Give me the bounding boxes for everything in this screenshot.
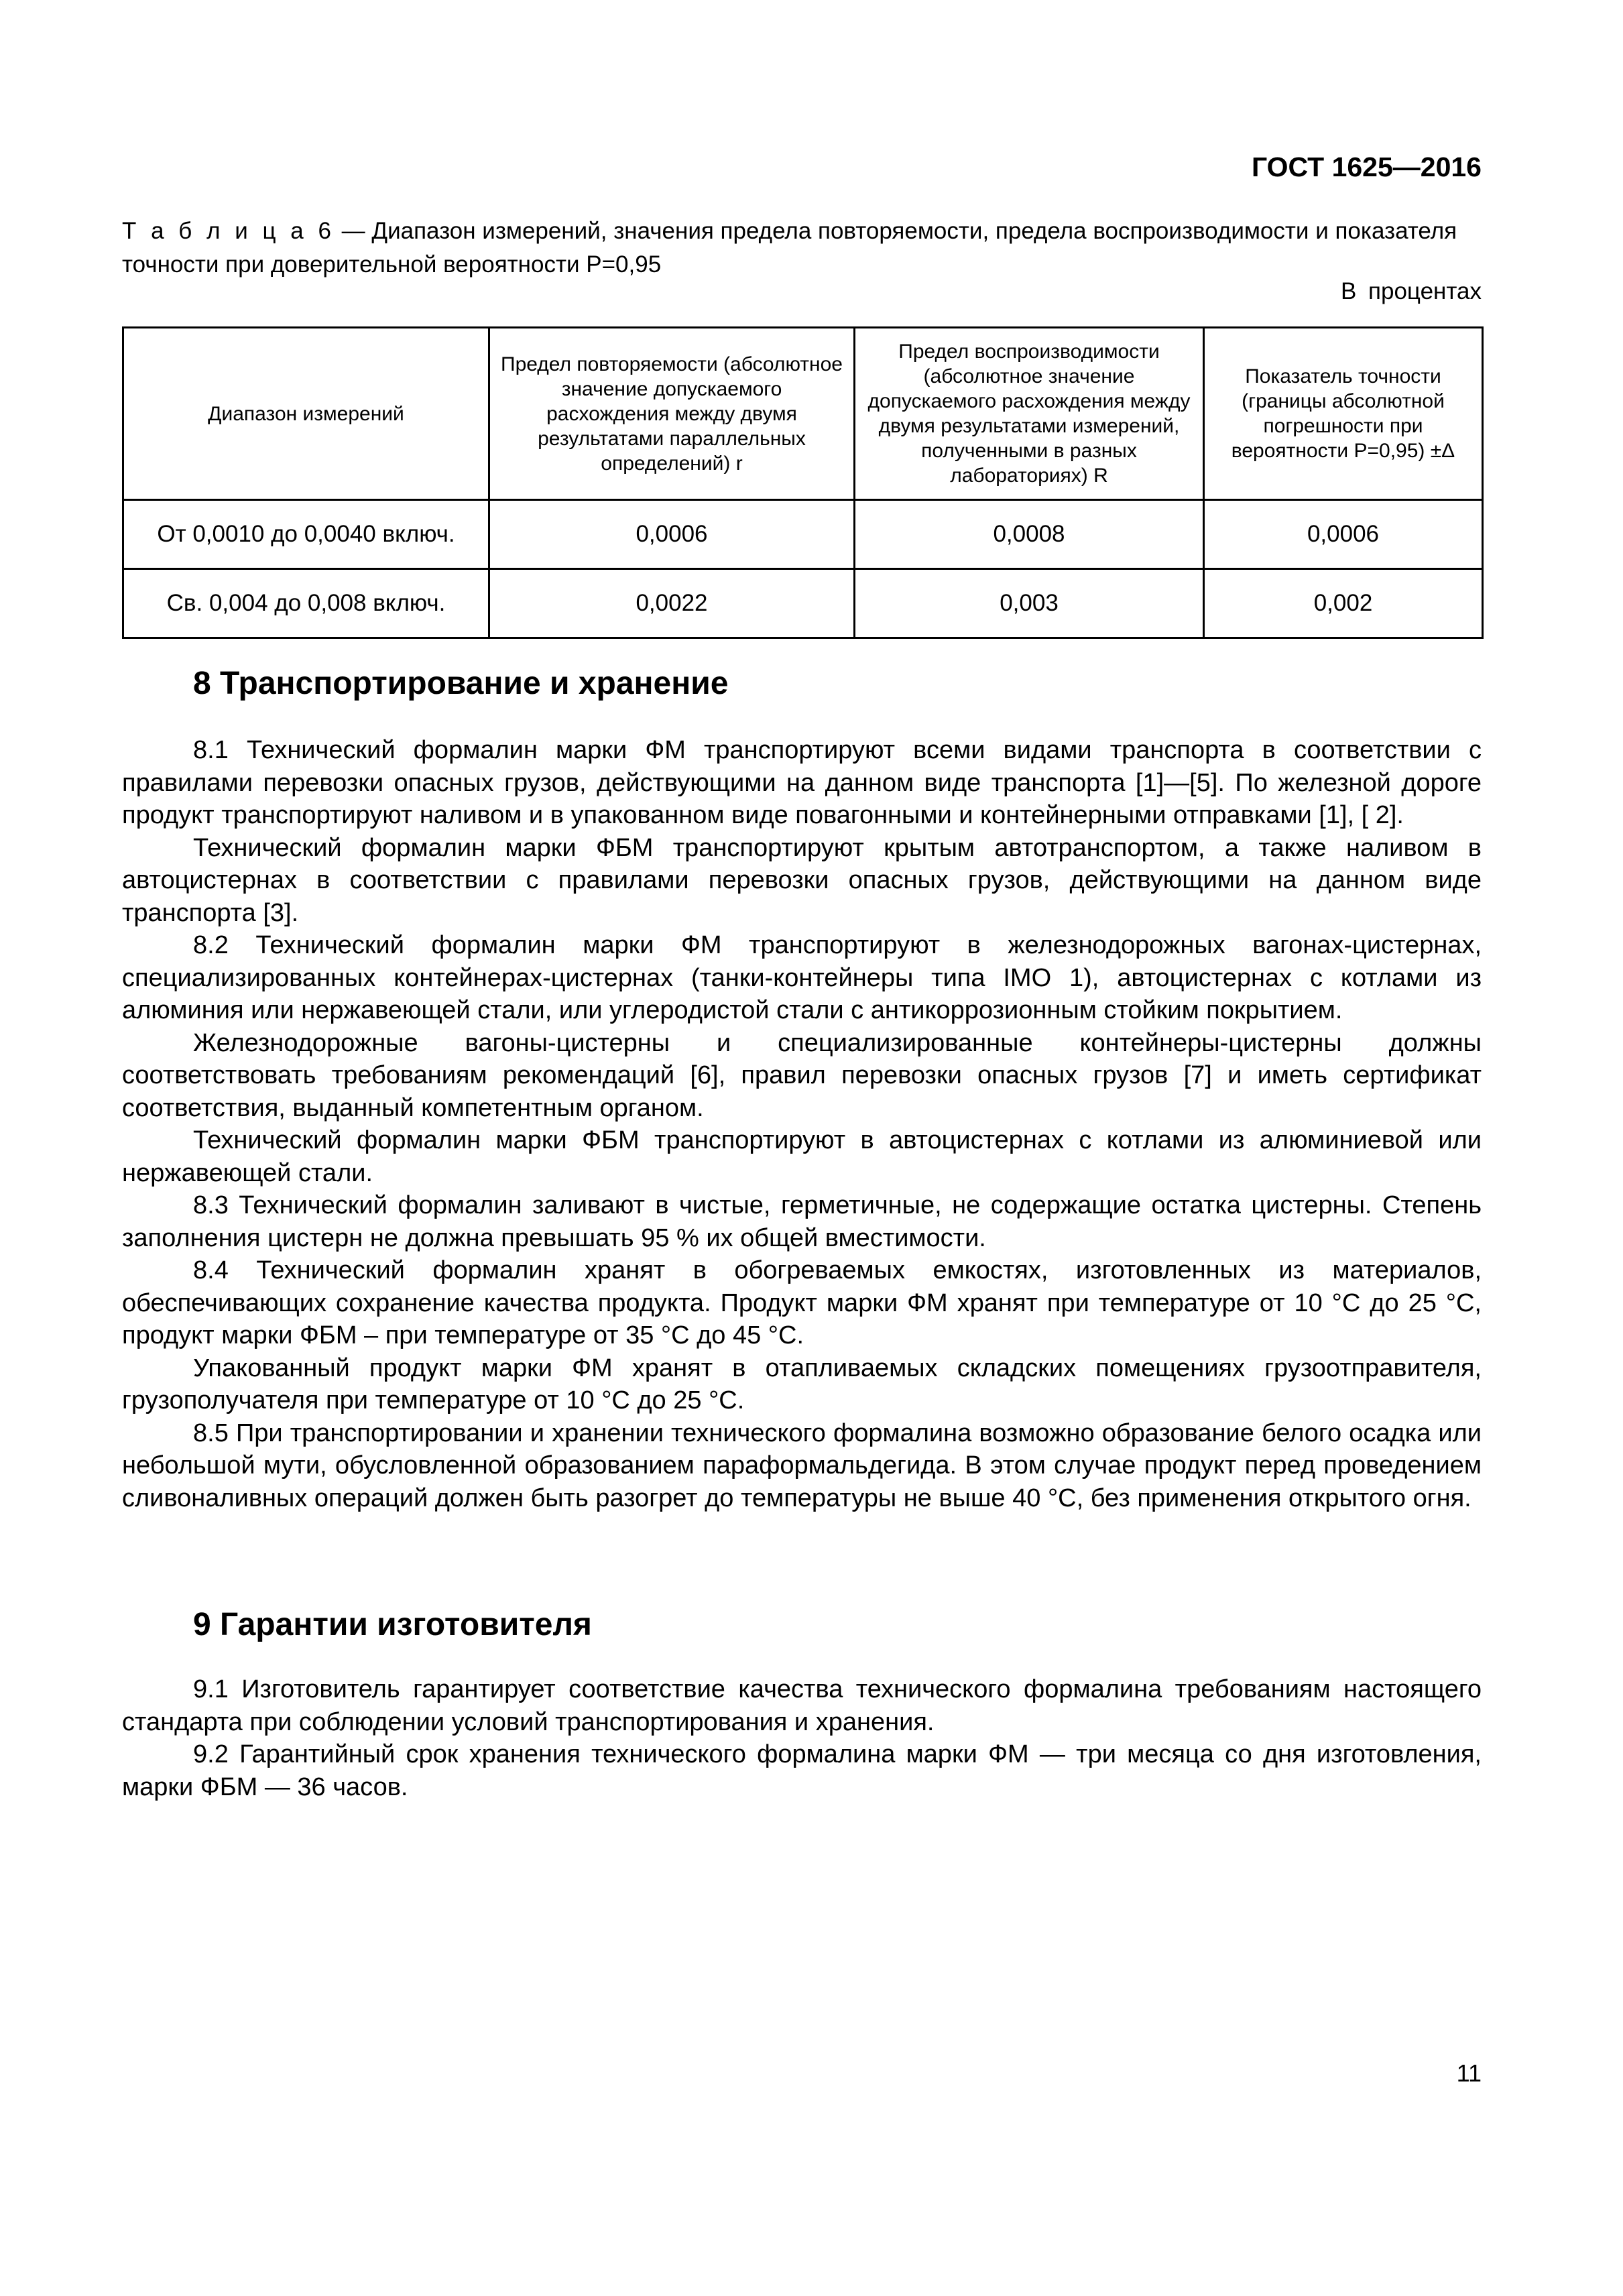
section-9-body: [122, 1673, 1482, 1803]
cell-range: От 0,0010 до 0,0040 включ.: [123, 500, 489, 569]
section-8-heading: 8 Транспортирование и хранение: [193, 666, 729, 701]
cell-repeatability: 0,0006: [489, 500, 855, 569]
table-caption: [122, 215, 1482, 282]
section-9-heading: 9 Гарантии изготовителя: [193, 1607, 592, 1642]
measurement-table: [122, 326, 1484, 639]
paragraph-8-2-railcars: Железнодорожные вагоны-цистерны и специализированные контейнеры-цистерны должны соответствовать требованиям рекомендаций [6], правил перевозки опасных грузов [7] и иметь сертификат соответствия, выданный компетентным органом.: [122, 1028, 1482, 1122]
table-caption-label: Т а б л и ц а 6: [122, 218, 335, 244]
cell-repeatability: 0,0022: [489, 569, 855, 638]
paragraph-8-2: 8.2 Технический формалин марки ФМ транспортируют в железнодорожных вагонах-цистернах, специализированных контейнерах-цистернах (танки-контейнеры типа IMO 1), автоцистернах с котлами из алюминия или нержавеющей стали, или углеродистой стали с антикоррозионным стойким покрытием.: [122, 931, 1482, 1024]
cell-accuracy: 0,0006: [1204, 500, 1483, 569]
paragraph-8-1-fbm: Технический формалин марки ФБМ транспортируют крытым автотранспортом, а также наливом в автоцистернах в соответствии с правилами перевозки опасных грузов, действующими на данном виде транспорта [3].: [122, 833, 1482, 927]
cell-reproducibility: 0,0008: [855, 500, 1204, 569]
header-repeatability: Предел повторяемости (абсолютное значение допускаемого расхождения между двумя результатами параллельных определений) r: [489, 328, 855, 500]
paragraph-8-2-fbm: Технический формалин марки ФБМ транспортируют в автоцистернах с котлами из алюминиевой или нержавеющей стали.: [122, 1126, 1482, 1187]
section-8-body: [122, 734, 1482, 1514]
cell-range: Св. 0,004 до 0,008 включ.: [123, 569, 489, 638]
header-range: Диапазон измерений: [123, 328, 489, 500]
paragraph-9-1: 9.1 Изготовитель гарантирует соответствие качества технического формалина требованиям настоящего стандарта при соблюдении условий транспортирования и хранения.: [122, 1675, 1482, 1736]
header-reproducibility: Предел воспроизводимости (абсолютное значение допускаемого расхождения между двумя результатами измерений, полученными в разных лабораториях) R: [855, 328, 1204, 500]
paragraph-8-3: 8.3 Технический формалин заливают в чистые, герметичные, не содержащие остатка цистерны. Степень заполнения цистерн не должна превышать 95 % их общей вместимости.: [122, 1191, 1482, 1252]
table-caption-text: — Диапазон измерений, значения предела повторяемости, предела воспроизводимости и показателя точности при доверительной вероятности P=0,95: [122, 218, 1457, 278]
table-row: [123, 500, 1483, 569]
paragraph-8-1: 8.1 Технический формалин марки ФМ транспортируют всеми видами транспорта в соответствии с правилами перевозки опасных грузов, действующими на данном виде транспорта [1]—[5]. По железной дороге продукт транспортируют наливом и в упакованном виде повагонными и контейнерными отправками [1], [ 2].: [122, 736, 1482, 829]
page-number: 11: [1456, 2059, 1482, 2087]
header-accuracy: Показатель точности (границы абсолютной погрешности при вероятности P=0,95) ±Δ: [1204, 328, 1483, 500]
cell-accuracy: 0,002: [1204, 569, 1483, 638]
paragraph-8-4: 8.4 Технический формалин хранят в обогреваемых емкостях, изготовленных из материалов, обеспечивающих сохранение качества продукта. Продукт марки ФМ хранят при температуре от 10 °С до 25 °С, продукт марки ФБМ – при температуре от 35 °С до 45 °С.: [122, 1256, 1482, 1349]
document-code: ГОСТ 1625—2016: [1251, 152, 1482, 182]
paragraph-8-4-packaged: Упакованный продукт марки ФМ хранят в отапливаемых складских помещениях грузоотправителя, грузополучателя при температуре от 10 °С до 25 °С.: [122, 1353, 1482, 1414]
table-row: [123, 569, 1483, 638]
table-units: В процентах: [1340, 278, 1482, 304]
paragraph-9-2: 9.2 Гарантийный срок хранения технического формалина марки ФМ — три месяца со дня изготовления, марки ФБМ — 36 часов.: [122, 1740, 1482, 1801]
cell-reproducibility: 0,003: [855, 569, 1204, 638]
table-header-row: [123, 328, 1483, 500]
paragraph-8-5: 8.5 При транспортировании и хранении технического формалина возможно образование белого осадка или небольшой мути, обусловленной образованием параформальдегида. В этом случае продукт перед проведением сливоналивных операций должен быть разогрет до температуры не выше 40 °С, без применения открытого огня.: [122, 1418, 1482, 1512]
